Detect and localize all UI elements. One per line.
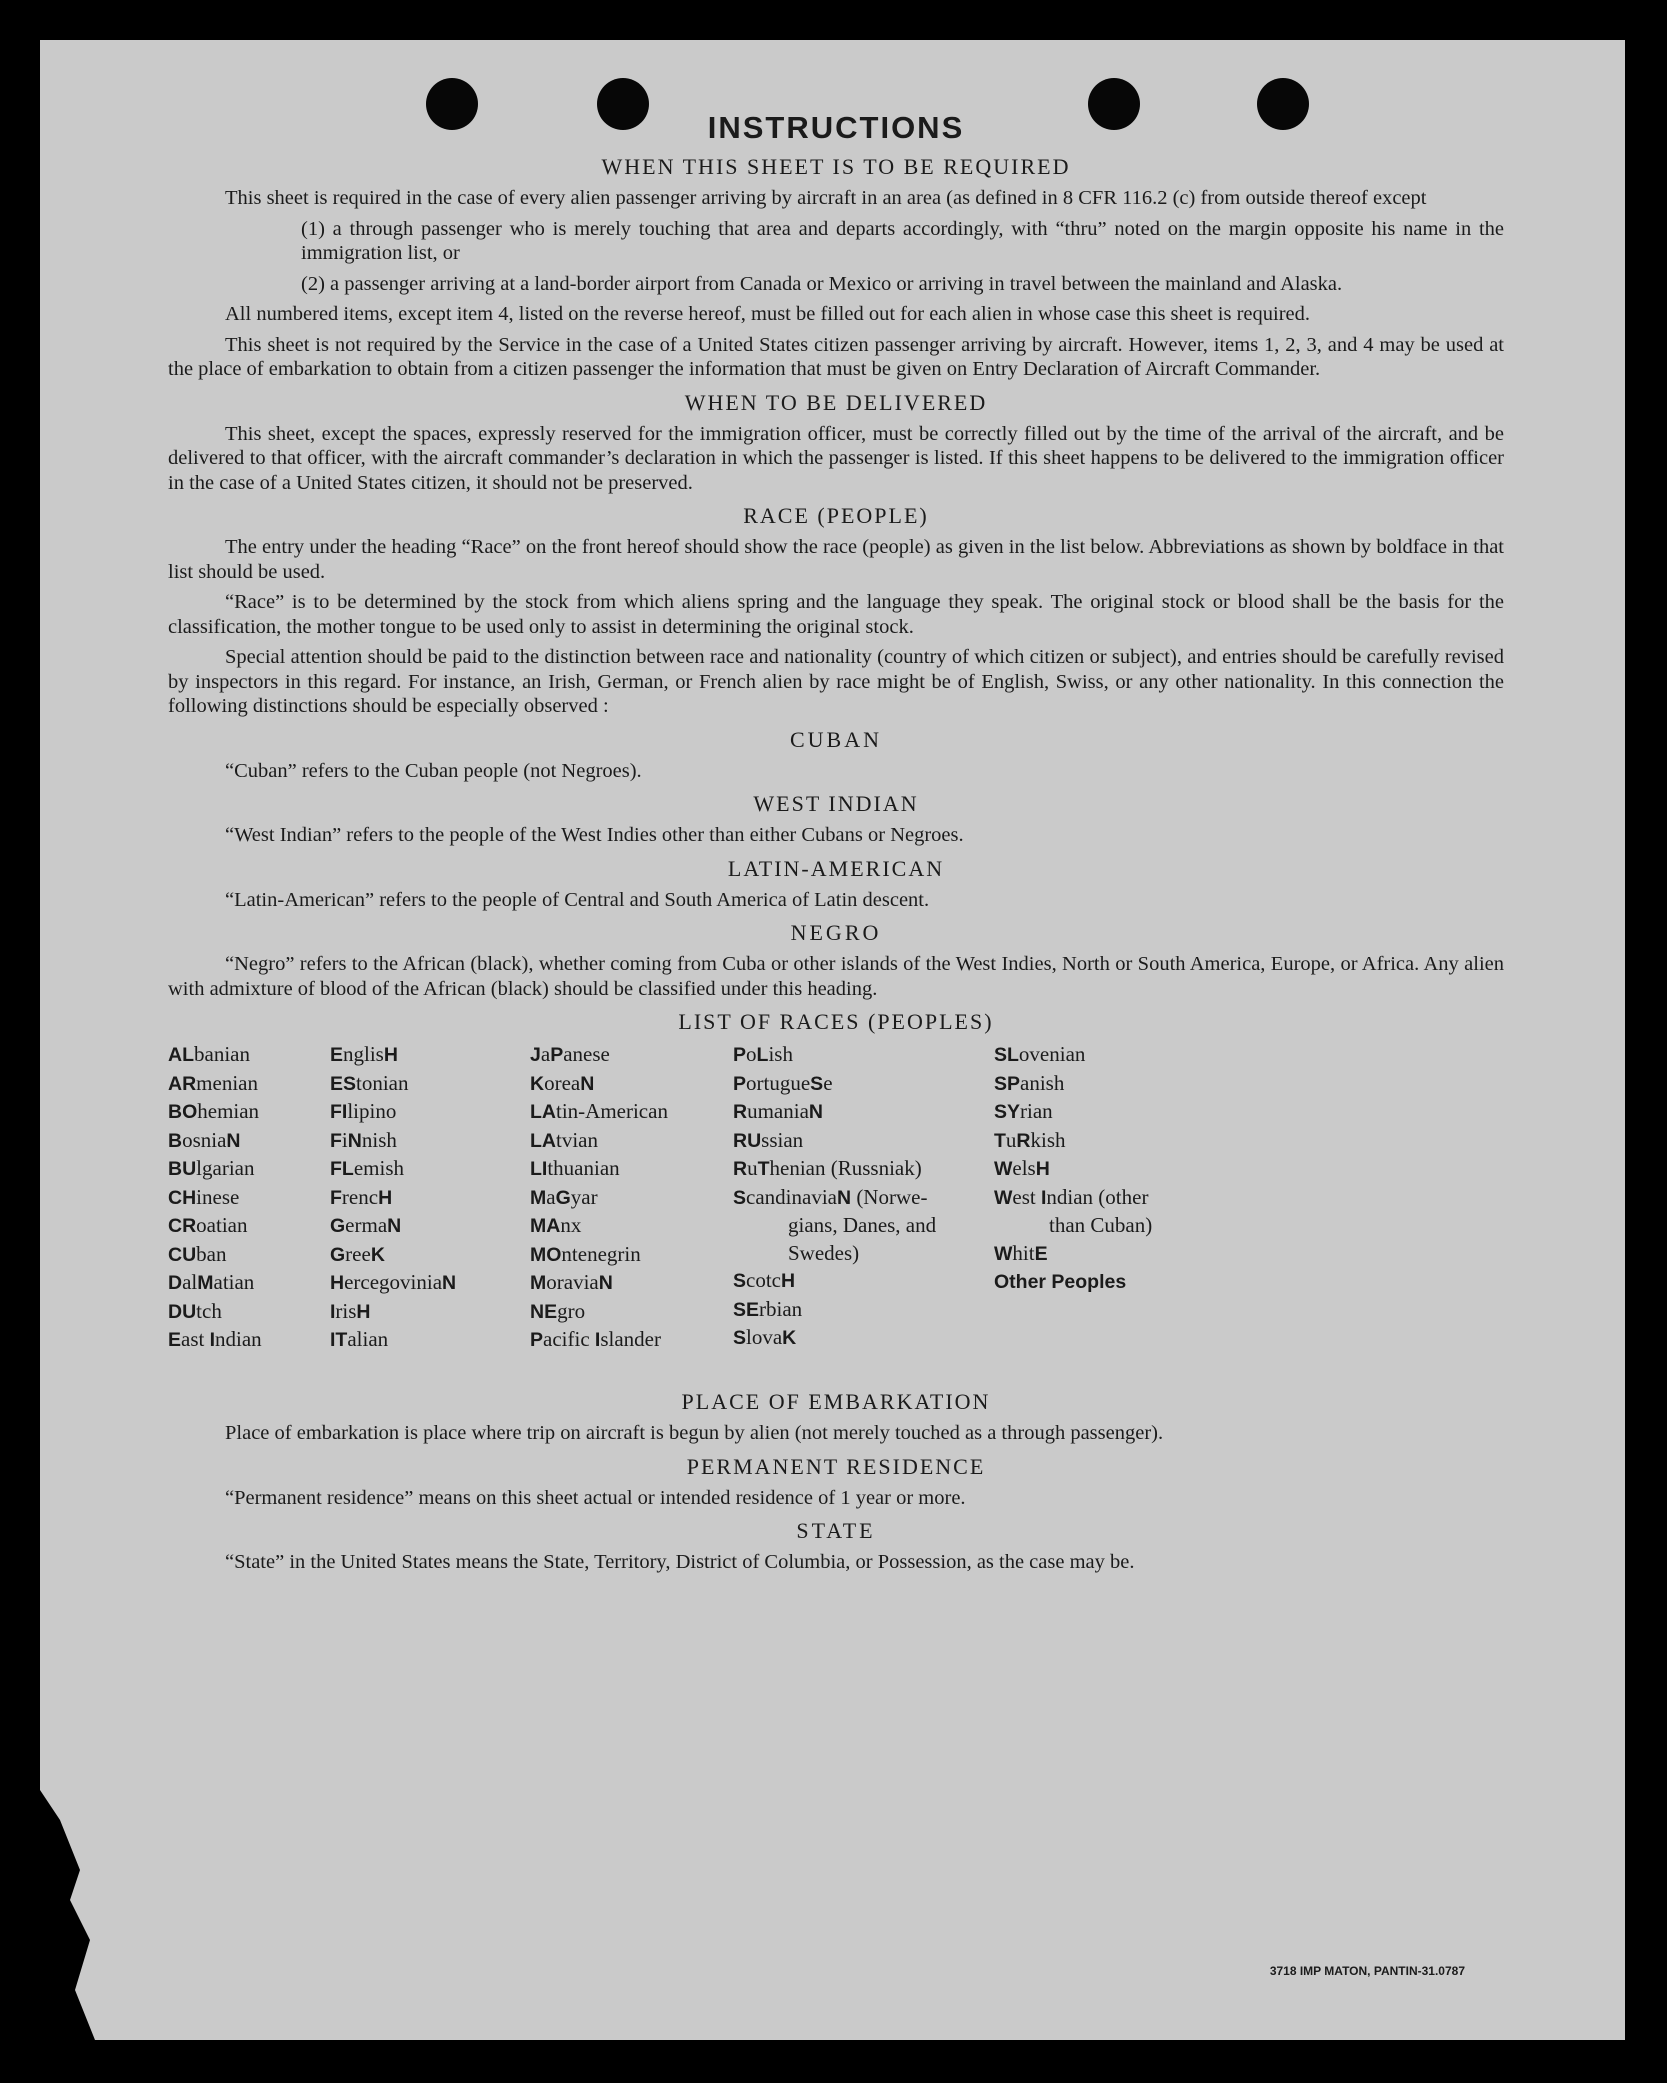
paragraph: “Negro” refers to the African (black), whether coming from Cuba or other islands of the West Indies, North or South America, Europe, or Africa. Any alien with admixture of blood of the African (black) should be classified under this heading. xyxy=(168,953,1504,1000)
race-entry: Swedes) xyxy=(788,1240,860,1265)
paragraph: Special attention should be paid to the distinction between race and nationality (country of which citizen or subject), and entries should be carefully revised by inspectors in this regard. For instance, an Irish, German, or French alien by race might be of English, Swiss, or any other nationality. In this connection the following distinctions should be especially observed : xyxy=(168,646,1504,717)
race-entry: SPanish xyxy=(994,1070,1065,1095)
paragraph: “West Indian” refers to the people of the West Indies other than either Cubans or Negroes. xyxy=(225,824,964,846)
race-entry: PortugueSe xyxy=(733,1070,833,1095)
paragraph: This sheet is not required by the Service in the case of a United States citizen passenger arriving by aircraft. However, items 1, 2, 3, and 4 may be used at the place of embarkation to obtain from a citizen passenger the information that must be given on Entry Declaration of Aircraft Commander. xyxy=(168,333,1504,380)
paragraph: This sheet is required in the case of every alien passenger arriving by aircraft in an area (as defined in 8 CFR 116.2 (c) from outside thereof except xyxy=(225,187,1427,209)
race-entry: TuRkish xyxy=(994,1127,1066,1152)
heading-list-of-races: LIST OF RACES (PEOPLES) xyxy=(678,1009,994,1034)
paragraph: “Latin-American” refers to the people of Central and South America of Latin descent. xyxy=(225,888,930,911)
race-entry: LAtvian xyxy=(530,1127,598,1152)
heading-embarkation: PLACE OF EMBARKATION xyxy=(681,1389,991,1414)
heading-west-indian: WEST INDIAN xyxy=(753,791,919,816)
race-entry: ScotcH xyxy=(733,1268,796,1292)
race-entry: RumaniaN xyxy=(733,1099,823,1123)
race-entry: gians, Danes, and xyxy=(788,1213,937,1237)
heading-state: STATE xyxy=(796,1518,876,1543)
race-entry: MoraviaN xyxy=(530,1270,613,1294)
heading-when-delivered: WHEN TO BE DELIVERED xyxy=(684,389,988,415)
torn-corner xyxy=(40,1790,120,2040)
race-entry: SlovaK xyxy=(733,1325,797,1349)
race-entry: GreeK xyxy=(330,1241,385,1266)
race-entry: RUssian xyxy=(733,1127,804,1152)
list-item: (1) a through passenger who is merely touching that area and departs accordingly, with “thru” noted on the margin opposite his name in the immigration list, or xyxy=(301,217,1504,264)
paragraph: The entry under the heading “Race” on the front hereof should show the race (people) as given in the list below. Abbreviations as shown by boldface in that list should be used. xyxy=(168,536,1504,583)
page-title: INSTRUCTIONS xyxy=(707,110,965,145)
paragraph: Place of embarkation is place where trip on aircraft is begun by alien (not merely touched as a through passenger). xyxy=(225,1422,1164,1444)
race-entry: Other Peoples xyxy=(994,1271,1127,1293)
race-entry: JaPanese xyxy=(530,1042,610,1066)
list-item: (2) a passenger arriving at a land-border airport from Canada or Mexico or arriving in travel between the mainland and Alaska. xyxy=(301,272,1343,295)
heading-negro: NEGRO xyxy=(790,920,882,945)
race-entry: FrencH xyxy=(330,1184,393,1209)
race-entry: FIlipino xyxy=(330,1099,397,1123)
race-entry: KoreaN xyxy=(530,1070,595,1095)
paragraph: All numbered items, except item 4, listed on the reverse hereof, must be filled out for each alien in whose case this sheet is required. xyxy=(225,303,1311,325)
race-entry: Pacific Islander xyxy=(530,1327,661,1351)
race-entry: WelsH xyxy=(994,1156,1050,1180)
heading-race: RACE (PEOPLE) xyxy=(743,503,929,528)
race-entry: East Indian xyxy=(168,1327,262,1351)
race-entry: EStonian xyxy=(330,1070,409,1095)
race-entry: SErbian xyxy=(733,1296,803,1321)
races-column xyxy=(330,1041,456,1355)
race-entry: SYrian xyxy=(994,1099,1053,1123)
race-entry: MaGyar xyxy=(530,1184,598,1209)
heading-when-required: WHEN THIS SHEET IS TO BE REQUIRED xyxy=(601,154,1071,179)
race-entry: CRoatian xyxy=(168,1213,248,1237)
race-entry: RuThenian (Russniak) xyxy=(733,1156,922,1180)
races-column xyxy=(733,1041,936,1353)
race-entry: than Cuban) xyxy=(1049,1213,1153,1237)
race-entry: BUlgarian xyxy=(168,1156,255,1180)
race-entry: FiNnish xyxy=(330,1127,397,1152)
race-entry: MAnx xyxy=(530,1213,582,1237)
race-entry: HercegoviniaN xyxy=(330,1270,457,1294)
document-page xyxy=(40,40,1625,2040)
paragraph: “Cuban” refers to the Cuban people (not Negroes). xyxy=(225,759,642,782)
paragraph: “Permanent residence” means on this sheet actual or intended residence of 1 year or more. xyxy=(225,1486,966,1509)
races-column xyxy=(530,1041,668,1355)
races-column xyxy=(168,1041,262,1355)
race-entry: PoLish xyxy=(733,1042,793,1066)
race-entry: DUtch xyxy=(168,1298,222,1323)
paragraph: “Race” is to be determined by the stock from which aliens spring and the language they speak. The original stock or blood shall be the basis for the classification, the mother tongue to be used only to assist in determining the original stock. xyxy=(168,591,1504,638)
races-column xyxy=(994,1041,1152,1297)
heading-latin-american: LATIN-AMERICAN xyxy=(727,855,945,881)
race-entry: WhitE xyxy=(994,1240,1048,1265)
races-list xyxy=(168,1041,1504,1381)
heading-cuban: CUBAN xyxy=(789,726,882,752)
race-entry: ALbanian xyxy=(168,1042,250,1066)
race-entry: CUban xyxy=(168,1241,227,1266)
race-entry: LIthuanian xyxy=(530,1156,620,1180)
paragraph: This sheet, except the spaces, expressly reserved for the immigration officer, must be correctly filled out by the time of the arrival of the aircraft, and be delivered to that officer, with the aircraft commander’s declaration in which the passenger is listed. If this sheet happens to be delivered to the immigration officer in the case of a United States citizen, it should not be preserved. xyxy=(168,422,1504,494)
race-entry: DalMatian xyxy=(168,1270,255,1294)
race-entry: MOntenegrin xyxy=(530,1241,641,1266)
race-entry: EnglisH xyxy=(330,1042,398,1066)
race-entry: ARmenian xyxy=(168,1070,258,1095)
print-code: 3718 IMP MATON, PANTIN-31.0787 xyxy=(1269,1964,1465,1978)
paragraph: “State” in the United States means the State, Territory, District of Columbia, or Possession, as the case may be. xyxy=(225,1551,1135,1573)
race-entry: NEgro xyxy=(530,1298,586,1323)
race-entry: IrisH xyxy=(330,1298,371,1323)
race-entry: ITalian xyxy=(330,1327,389,1351)
race-entry: FLemish xyxy=(330,1156,404,1180)
race-entry: BOhemian xyxy=(168,1099,260,1123)
instructions-content xyxy=(168,110,1504,1581)
race-entry: West Indian (other xyxy=(994,1184,1149,1209)
race-entry: LAtin-American xyxy=(530,1099,668,1123)
heading-residence: PERMANENT RESIDENCE xyxy=(686,1453,986,1479)
race-entry: BosniaN xyxy=(168,1127,241,1152)
race-entry: ScandinaviaN (Norwe- xyxy=(733,1184,928,1209)
race-entry: SLovenian xyxy=(994,1042,1086,1066)
race-entry: GermaN xyxy=(330,1213,402,1237)
race-entry: CHinese xyxy=(168,1184,240,1209)
